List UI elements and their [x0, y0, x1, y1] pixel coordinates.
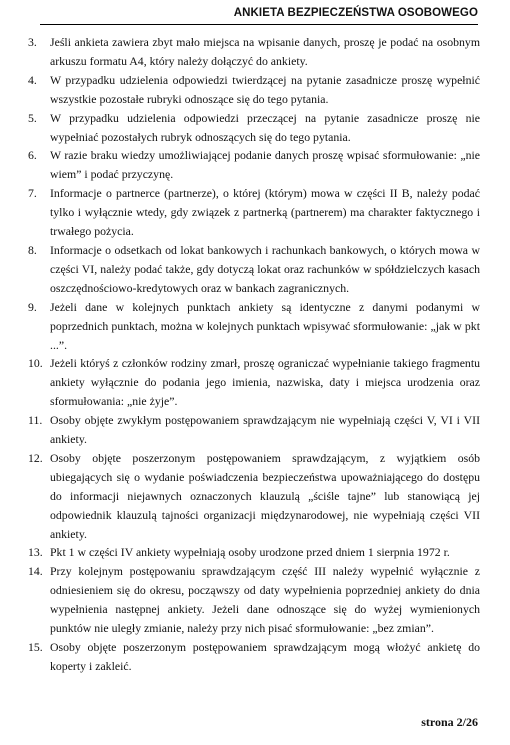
item-number: 13.	[28, 545, 43, 560]
instructions-list	[28, 33, 480, 676]
item-text: Przy kolejnym postępowaniu sprawdzającym część III należy wypełnić wyłącznie z odniesieniem się do okresu, począwszy od daty wypełnienia poprzedniej ankiety do dnia wypełnienia następnej ankiety. Jeżeli dane odnoszące się do wyżej wymienionych punktów nie uległy zmianie, należy przy nich pisać sformułowanie: „bez zmian”.	[50, 564, 480, 636]
item-text: W przypadku udzielenia odpowiedzi twierdzącej na pytanie zasadnicze proszę wypełnić wszystkie pozostałe rubryki odnoszące się do tego pytania.	[50, 72, 480, 106]
item-number: 10.	[28, 356, 43, 371]
item-number: 5.	[28, 110, 37, 125]
item-number: 15.	[28, 640, 43, 654]
list-item	[28, 33, 480, 71]
list-item	[28, 354, 480, 411]
list-item	[28, 71, 480, 109]
page-header-title: ANKIETA BEZPIECZEŃSTWA OSOBOWEGO	[40, 5, 478, 25]
list-item	[28, 562, 480, 638]
list-item	[28, 638, 480, 676]
item-text: Informacje o odsetkach od lokat bankowych i rachunkach bankowych, o których mowa w części VI, należy podać także, gdy dotyczą lokat oraz rachunków w spółdzielczych kasach oszczędnościowo-kredytowych oraz w bankach zagranicznych.	[50, 242, 480, 295]
item-text: Informacje o partnerce (partnerze), o której (którym) mowa w części II B, należy podać tylko i wyłącznie wtedy, gdy związek z partnerką (partnerem) ma charakter faktycznego i trwałego pożycia.	[50, 186, 480, 239]
item-number: 14.	[28, 564, 43, 579]
item-text: Osoby objęte zwykłym postępowaniem sprawdzającym nie wypełniają części V, VI i VII ankiety.	[50, 413, 480, 447]
item-text: Jeśli ankieta zawiera zbyt mało miejsca na wpisanie danych, proszę je podać na osobnym arkuszu formatu A4, który należy dołączyć do ankiety.	[50, 35, 480, 68]
item-text: Pkt 1 w części IV ankiety wypełniają osoby urodzone przed dniem 1 sierpnia 1972 r.	[50, 545, 450, 560]
item-number: 3.	[28, 35, 37, 49]
item-number: 4.	[28, 72, 37, 87]
item-number: 9.	[28, 299, 37, 314]
item-number: 12.	[28, 450, 43, 465]
list-item	[28, 146, 480, 184]
list-item	[28, 109, 480, 147]
list-item	[28, 298, 480, 355]
item-number: 7.	[28, 186, 37, 201]
list-item	[28, 449, 480, 544]
list-item	[28, 184, 480, 241]
list-item	[28, 411, 480, 449]
item-number: 11.	[28, 413, 43, 428]
page-number: strona 2/26	[421, 715, 478, 729]
item-number: 6.	[28, 148, 37, 163]
list-item	[28, 241, 480, 298]
list-item	[28, 543, 480, 562]
item-text: Osoby objęte poszerzonym postępowaniem sprawdzającym mogą włożyć ankietę do koperty i zakleić.	[50, 640, 480, 673]
item-text: W razie braku wiedzy umożliwiającej podanie danych proszę wpisać sformułowanie: „nie wiem” i podać przyczynę.	[50, 148, 480, 182]
item-text: Osoby objęte poszerzonym postępowaniem sprawdzającym, z wyjątkiem osób ubiegających się o wydanie poświadczenia bezpieczeństwa upoważniającego do dostępu do informacji niejawnych oznaczonych klauzulą „ściśle tajne” lub stanowiącą jej odpowiednik klauzulą tajności organizacji międzynarodowej, nie wypełniają części VII ankiety.	[50, 450, 480, 541]
item-text: Jeżeli dane w kolejnych punktach ankiety są identyczne z danymi podanymi w poprzednich punktach, można w kolejnych punktach wpisywać sformułowanie: „jak w pkt ...”.	[50, 299, 480, 352]
item-text: Jeżeli któryś z członków rodziny zmarł, proszę ograniczać wypełnianie takiego fragmentu ankiety wyłącznie do podania jego imienia, nazwiska, daty i miejsca urodzenia oraz sformułowania: „nie żyje”.	[50, 356, 480, 409]
item-text: W przypadku udzielenia odpowiedzi przeczącej na pytanie zasadnicze proszę nie wypełniać pozostałych rubryk odnoszących się do tego pytania.	[50, 110, 480, 144]
item-number: 8.	[28, 242, 37, 257]
